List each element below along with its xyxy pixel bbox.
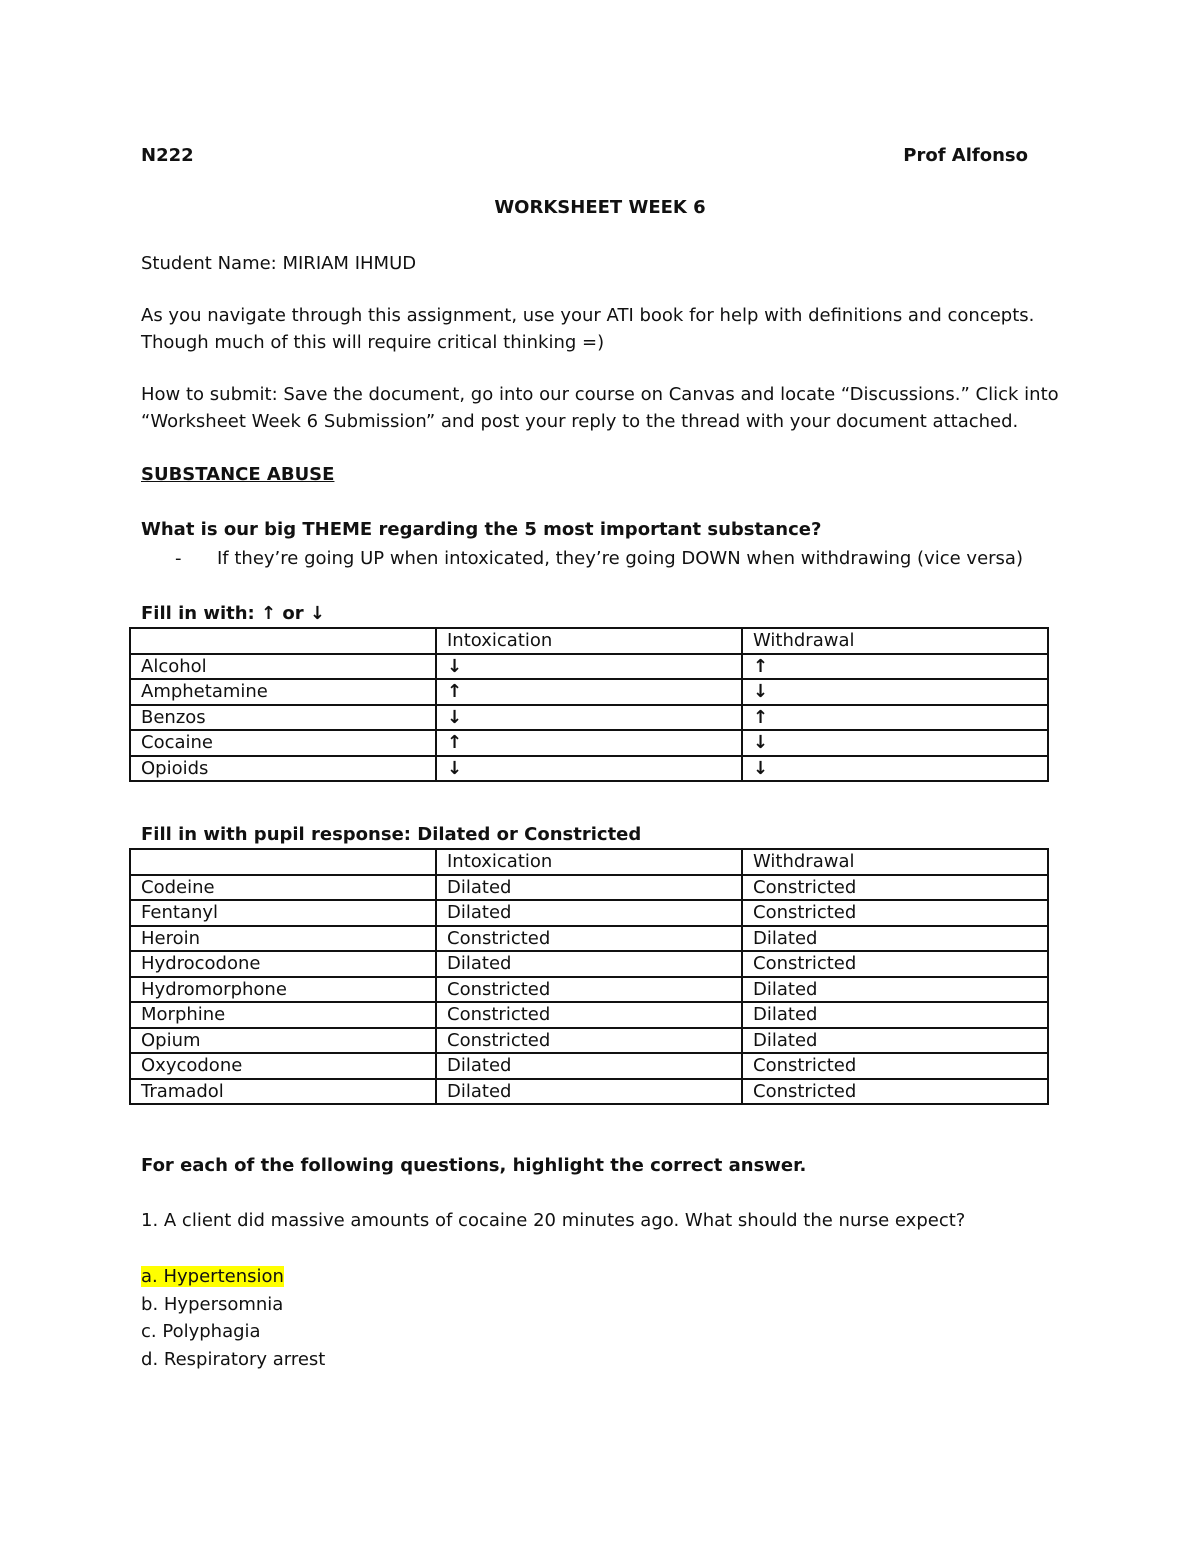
table-row <box>130 1028 1048 1054</box>
drug-cell: Tramadol <box>130 1079 436 1105</box>
option-text-highlighted: . Hypertension <box>152 1266 284 1287</box>
table-row <box>130 705 1048 731</box>
pupil-cell: Dilated <box>742 1028 1048 1054</box>
drug-cell: Heroin <box>130 926 436 952</box>
intro-line-2: Though much of this will require critical thinking =) <box>141 332 605 353</box>
pupil-cell: Constricted <box>742 875 1048 901</box>
questions-instruction: For each of the following questions, highlight the correct answer. <box>141 1155 807 1176</box>
arrow-cell: ↓ <box>436 705 742 731</box>
header-cell <box>130 849 436 875</box>
table-row <box>130 1002 1048 1028</box>
arrow-cell: ↓ <box>742 730 1048 756</box>
answer-option-c <box>141 1320 261 1344</box>
worksheet-title: WORKSHEET WEEK 6 <box>494 197 706 218</box>
substance-cell: Alcohol <box>130 654 436 680</box>
drug-cell: Codeine <box>130 875 436 901</box>
option-letter: b <box>141 1294 153 1315</box>
substance-cell: Opioids <box>130 756 436 782</box>
table-row <box>130 951 1048 977</box>
pupil-cell: Constricted <box>436 926 742 952</box>
pupil-cell: Constricted <box>742 1079 1048 1105</box>
arrow-cell: ↓ <box>742 756 1048 782</box>
header-cell: Intoxication <box>436 849 742 875</box>
pupil-cell: Dilated <box>436 1053 742 1079</box>
table-row <box>130 900 1048 926</box>
pupil-cell: Constricted <box>436 1028 742 1054</box>
pupil-cell: Dilated <box>436 900 742 926</box>
substance-cell: Cocaine <box>130 730 436 756</box>
arrow-cell: ↓ <box>436 756 742 782</box>
substance-cell: Amphetamine <box>130 679 436 705</box>
table-row <box>130 977 1048 1003</box>
option-text: . Respiratory arrest <box>152 1349 326 1370</box>
header-cell <box>130 628 436 654</box>
theme-question: What is our big THEME regarding the 5 most important substance? <box>141 519 822 540</box>
professor-name: Prof Alfonso <box>903 145 1028 166</box>
submit-line-1: How to submit: Save the document, go into our course on Canvas and locate “Discussions.” Click into <box>141 384 1059 405</box>
table-row <box>130 926 1048 952</box>
pupil-cell: Dilated <box>436 1079 742 1105</box>
drug-cell: Oxycodone <box>130 1053 436 1079</box>
theme-answer-bullet <box>141 547 1023 571</box>
header-cell: Withdrawal <box>742 849 1048 875</box>
pupil-cell: Dilated <box>436 875 742 901</box>
pupil-cell: Dilated <box>742 977 1048 1003</box>
answer-option-b <box>141 1293 283 1317</box>
header-cell: Intoxication <box>436 628 742 654</box>
intro-line-1: As you navigate through this assignment, use your ATI book for help with definitions and concepts. <box>141 305 1035 326</box>
answer-option-d <box>141 1348 325 1372</box>
table-row <box>130 679 1048 705</box>
option-text: . Polyphagia <box>150 1321 261 1342</box>
drug-cell: Opium <box>130 1028 436 1054</box>
theme-answer: If they’re going UP when intoxicated, they’re going DOWN when withdrawing (vice versa) <box>217 548 1023 569</box>
arrow-cell: ↑ <box>742 705 1048 731</box>
table-row <box>130 1053 1048 1079</box>
pupil-cell: Constricted <box>436 1002 742 1028</box>
table-header-row <box>130 628 1048 654</box>
drug-cell: Hydromorphone <box>130 977 436 1003</box>
table-row <box>130 875 1048 901</box>
table-header-row <box>130 849 1048 875</box>
pupil-cell: Constricted <box>742 900 1048 926</box>
bullet-dash: - <box>175 548 182 569</box>
answer-option-a <box>141 1265 284 1289</box>
drug-cell: Hydrocodone <box>130 951 436 977</box>
arrows-table-caption: Fill in with: ↑ or ↓ <box>141 603 325 624</box>
pupil-cell: Constricted <box>742 951 1048 977</box>
option-letter: c <box>141 1321 151 1342</box>
arrow-cell: ↓ <box>742 679 1048 705</box>
pupil-cell: Constricted <box>436 977 742 1003</box>
option-text: . Hypersomnia <box>152 1294 284 1315</box>
option-letter: a <box>141 1266 153 1287</box>
option-letter: d <box>141 1349 153 1370</box>
student-name-line: Student Name: MIRIAM IHMUD <box>141 253 417 274</box>
arrow-cell: ↑ <box>436 730 742 756</box>
table-row <box>130 756 1048 782</box>
submit-line-2: “Worksheet Week 6 Submission” and post your reply to the thread with your document attached. <box>141 411 1019 432</box>
drug-cell: Fentanyl <box>130 900 436 926</box>
substance-cell: Benzos <box>130 705 436 731</box>
arrow-cell: ↑ <box>436 679 742 705</box>
pupil-cell: Dilated <box>742 1002 1048 1028</box>
pupil-table-caption: Fill in with pupil response: Dilated or Constricted <box>141 824 642 845</box>
table-row <box>130 654 1048 680</box>
arrow-cell: ↑ <box>742 654 1048 680</box>
section-heading: SUBSTANCE ABUSE <box>141 464 335 485</box>
pupil-cell: Dilated <box>436 951 742 977</box>
question-1: 1. A client did massive amounts of cocaine 20 minutes ago. What should the nurse expect? <box>141 1210 966 1231</box>
course-code: N222 <box>141 145 194 166</box>
pupil-table <box>129 848 1049 1105</box>
table-row <box>130 730 1048 756</box>
drug-cell: Morphine <box>130 1002 436 1028</box>
arrow-cell: ↓ <box>436 654 742 680</box>
table-row <box>130 1079 1048 1105</box>
header-cell: Withdrawal <box>742 628 1048 654</box>
arrows-table <box>129 627 1049 782</box>
pupil-cell: Constricted <box>742 1053 1048 1079</box>
pupil-cell: Dilated <box>742 926 1048 952</box>
